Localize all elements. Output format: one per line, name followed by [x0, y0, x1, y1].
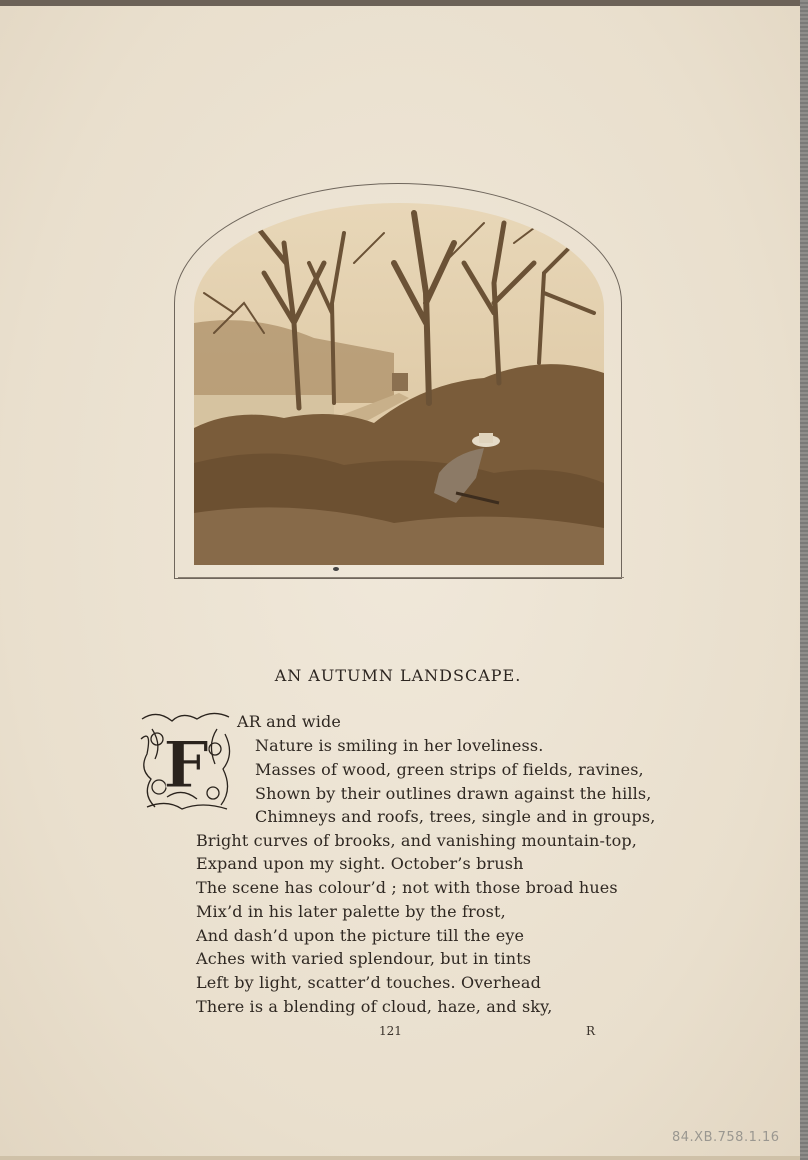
poem-line: Chimneys and roofs, trees, single and in groups,	[255, 807, 656, 826]
page-title: AN AUTUMN LANDSCAPE.	[274, 666, 522, 685]
ornamental-initial	[137, 709, 235, 813]
poem-line: Bright curves of brooks, and vanishing mountain-top,	[196, 831, 638, 850]
poem-line: And dash’d upon the picture till the eye	[196, 926, 525, 945]
poem-line: Nature is smiling in her loveliness.	[255, 736, 544, 755]
page-number: 121	[379, 1024, 402, 1038]
mount-mark	[333, 567, 339, 571]
poem-line: Masses of wood, green strips of fields, ravines,	[255, 760, 644, 779]
signature-mark: R	[586, 1024, 596, 1038]
poem-line: AR and wide	[237, 712, 342, 731]
poem-line: Shown by their outlines drawn against the hills,	[255, 784, 652, 803]
poem-line: There is a blending of cloud, haze, and sky,	[196, 997, 553, 1016]
drop-cap-letter: F	[163, 728, 209, 803]
poem-line: Aches with varied splendour, but in tints	[196, 949, 532, 968]
album-binding-edge	[800, 0, 808, 1160]
poem-line: Left by light, scatter’d touches. Overhead	[196, 973, 541, 992]
photo-mount-baseline	[178, 577, 624, 578]
poem-line: Mix’d in his later palette by the frost,	[196, 902, 506, 921]
poem-line: The scene has colour’d ; not with those broad hues	[196, 878, 618, 897]
albumen-photograph	[194, 203, 604, 565]
poem-line: Expand upon my sight. October’s brush	[196, 854, 524, 873]
inventory-number: 84.XB.758.1.16	[672, 1130, 780, 1145]
